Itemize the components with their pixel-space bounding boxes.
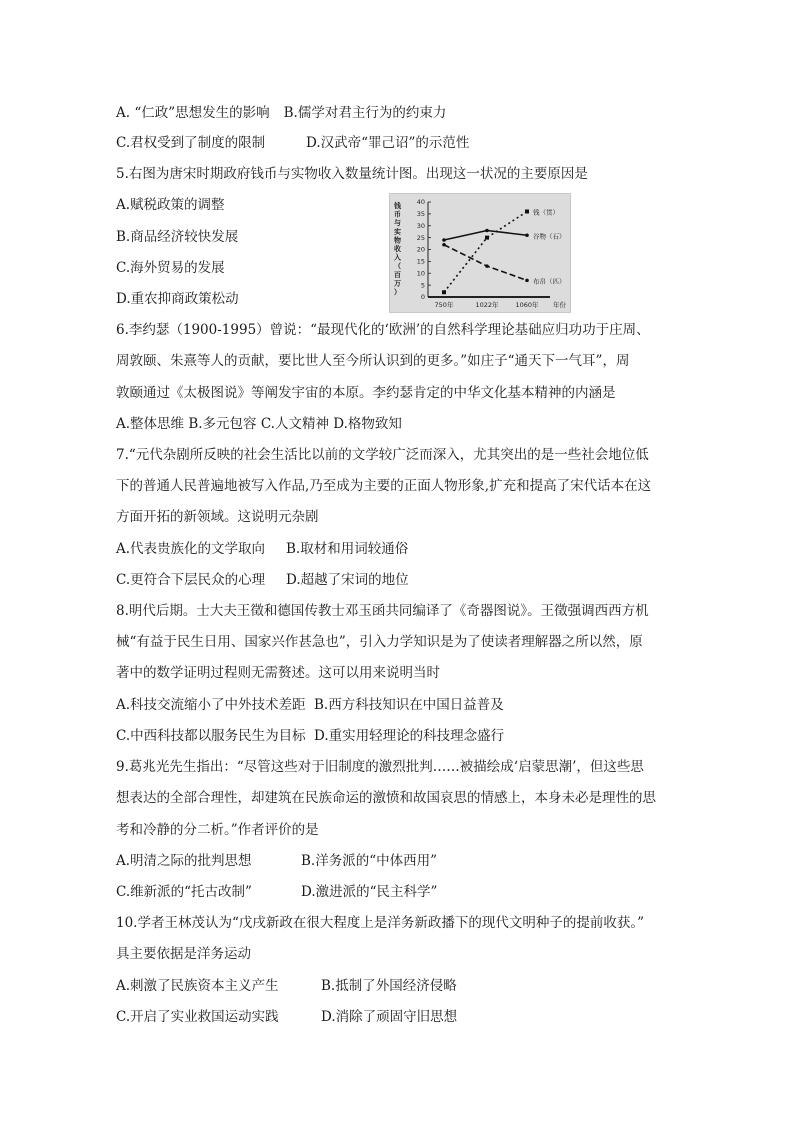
- q7-option-c[interactable]: C.更符合下层民众的心理: [116, 572, 266, 588]
- series-label: 布帛（匹）: [533, 277, 566, 286]
- data-point: [525, 233, 529, 237]
- q4-option-row-2: [116, 133, 470, 153]
- q9-option-row-1: [116, 851, 438, 871]
- series-label: 钱（贯）: [533, 208, 559, 217]
- q6-options[interactable]: A.整体思维 B.多元包容 C.人文精神 D.格物致知: [116, 416, 402, 432]
- data-point: [525, 279, 529, 283]
- q5-option-a[interactable]: A.赋税政策的调整: [116, 197, 225, 213]
- q9-stem-line-3: 考和冷静的分二析。”作者评价的是: [116, 822, 319, 838]
- data-point: [485, 236, 489, 240]
- q6-stem-line-3: 敦颐通过《太极图说》等阐发宇宙的本原。李约瑟肯定的中华文化基本精神的内涵是: [116, 385, 616, 401]
- q5-option-c[interactable]: C.海外贸易的发展: [116, 260, 225, 276]
- q7-option-d[interactable]: D.超越了宋词的地位: [286, 572, 409, 588]
- data-point: [525, 210, 529, 214]
- q8-option-a[interactable]: A.科技交流缩小了中外技术差距: [116, 697, 306, 713]
- q8-option-c[interactable]: C.中西科技都以服务民生为目标: [116, 728, 306, 744]
- q5-option-d[interactable]: D.重农抑商政策松动: [116, 291, 239, 307]
- q10-stem-line-1: 10.学者王林茂认为“戊戌新政在很大程度上是洋务新政播下的现代文明种子的提前收获。”: [116, 915, 645, 931]
- y-tick-label: 25: [416, 233, 425, 242]
- x-axis-label: 年份: [553, 301, 566, 309]
- q4-option-row-1: [116, 103, 446, 123]
- series-line: [444, 245, 527, 281]
- x-tick-label: 1060年: [515, 301, 539, 309]
- data-point: [442, 243, 446, 247]
- q5-option-b[interactable]: B.商品经济较快发展: [116, 229, 239, 245]
- q8-stem-line-1: 8.明代后期。士大夫王徵和德国传教士邓玉函共同编译了《奇器图说》。王徵强调西西方机: [116, 603, 649, 619]
- y-tick-label: 15: [416, 257, 425, 266]
- q6-stem-line-2: 周敦颐、朱熹等人的贡献，要比世人至今所认识到的更多。”如庄子“通天下一气耳”，周: [116, 353, 630, 369]
- q8-option-d[interactable]: D.重实用轻理论的科技理念盛行: [314, 728, 505, 744]
- y-tick-label: 35: [416, 210, 425, 219]
- q4-option-a[interactable]: A. “仁政”思想发生的影响: [116, 105, 270, 121]
- q7-option-row-1: [116, 539, 409, 559]
- q9-stem-line-1: 9.葛兆光先生指出：“尽管这些对于旧制度的激烈批判……被描绘成‘启蒙思潮’，但这些思: [116, 759, 644, 775]
- q7-stem-line-1: 7.“元代杂剧所反映的社会生活比以前的文学较广泛而深入，尤其突出的是一些社会地位低: [116, 447, 649, 463]
- q7-stem-line-3: 方面开拓的新领域。这说明元杂剧: [116, 509, 319, 525]
- q8-option-row-1: [116, 695, 504, 715]
- y-tick-label: 30: [416, 221, 425, 230]
- data-point: [442, 238, 446, 242]
- y-tick-label: 5: [420, 281, 425, 290]
- data-point: [442, 290, 446, 294]
- q4-option-b[interactable]: B.儒学对君主行为的约束力: [283, 105, 447, 121]
- y-tick-label: 20: [416, 245, 425, 254]
- q6-stem-line-1: 6.李约瑟（1900-1995）曾说：“最现代化的‘欧洲’的自然科学理论基础应归功功于庄周、: [116, 322, 650, 338]
- y-tick-label: 0: [420, 293, 425, 302]
- q8-option-b[interactable]: B.西方科技知识在中国日益普及: [314, 697, 504, 713]
- y-axis-label: 钱币与实物收入（百万）: [394, 202, 401, 296]
- q8-stem-line-2: 械“有益于民生日用、国家兴作甚急也”，引入力学知识是为了使读者理解器之所以然，原: [116, 634, 643, 650]
- q7-option-row-2: [116, 570, 409, 590]
- q9-option-c[interactable]: C.维新派的“托古改制”: [116, 884, 252, 900]
- q9-option-a[interactable]: A.明清之际的批判思想: [116, 853, 252, 869]
- y-tick-label: 10: [416, 269, 425, 278]
- q4-option-c[interactable]: C.君权受到了制度的限制: [116, 135, 266, 151]
- q10-option-row-2: [116, 1007, 458, 1027]
- y-tick-label: 40: [416, 198, 425, 207]
- q5-stem: 5.右图为唐宋时期政府钱币与实物收入数量统计图。出现这一状况的主要原因是: [116, 166, 588, 182]
- data-point: [485, 264, 489, 268]
- data-point: [485, 229, 489, 233]
- q9-option-d[interactable]: D.激进派的“民主科学”: [301, 884, 438, 900]
- q8-option-row-2: [116, 726, 505, 746]
- series-label: 谷物（石）: [533, 232, 566, 241]
- x-tick-label: 1022年: [475, 301, 499, 309]
- q7-option-b[interactable]: B.取材和用词较通俗: [286, 541, 409, 557]
- q8-stem-line-3: 著中的数学证明过程则无需赘述。这可以用来说明当时: [116, 665, 440, 681]
- q10-option-c[interactable]: C.开启了实业救国运动实践: [116, 1009, 279, 1025]
- q9-stem-line-2: 想表达的全部合理性，却建筑在民族命运的激愤和故国哀思的情感上，本身未必是理性的思: [116, 790, 656, 806]
- q10-option-b[interactable]: B.抵制了外国经济侵略: [321, 978, 457, 994]
- q10-option-row-1: [116, 976, 457, 996]
- revenue-chart: [389, 193, 571, 313]
- q9-option-row-2: [116, 882, 438, 902]
- series-line: [444, 212, 527, 293]
- q9-option-b[interactable]: B.洋务派的“中体西用”: [301, 853, 438, 869]
- revenue-chart-svg: [390, 194, 570, 312]
- q10-option-a[interactable]: A.刺激了民族资本主义产生: [116, 978, 279, 994]
- q4-option-d[interactable]: D.汉武帝“罪己诏”的示范性: [306, 135, 470, 151]
- x-tick-label: 750年: [434, 301, 454, 309]
- q10-option-d[interactable]: D.消除了顽固守旧思想: [321, 1009, 458, 1025]
- q7-stem-line-2: 下的普通人民普遍地被写入作品,乃至成为主要的正面人物形象,扩充和提高了宋代话本在这: [116, 478, 652, 494]
- q10-stem-line-2: 具主要依据是洋务运动: [116, 946, 251, 962]
- q7-option-a[interactable]: A.代表贵族化的文学取向: [116, 541, 266, 557]
